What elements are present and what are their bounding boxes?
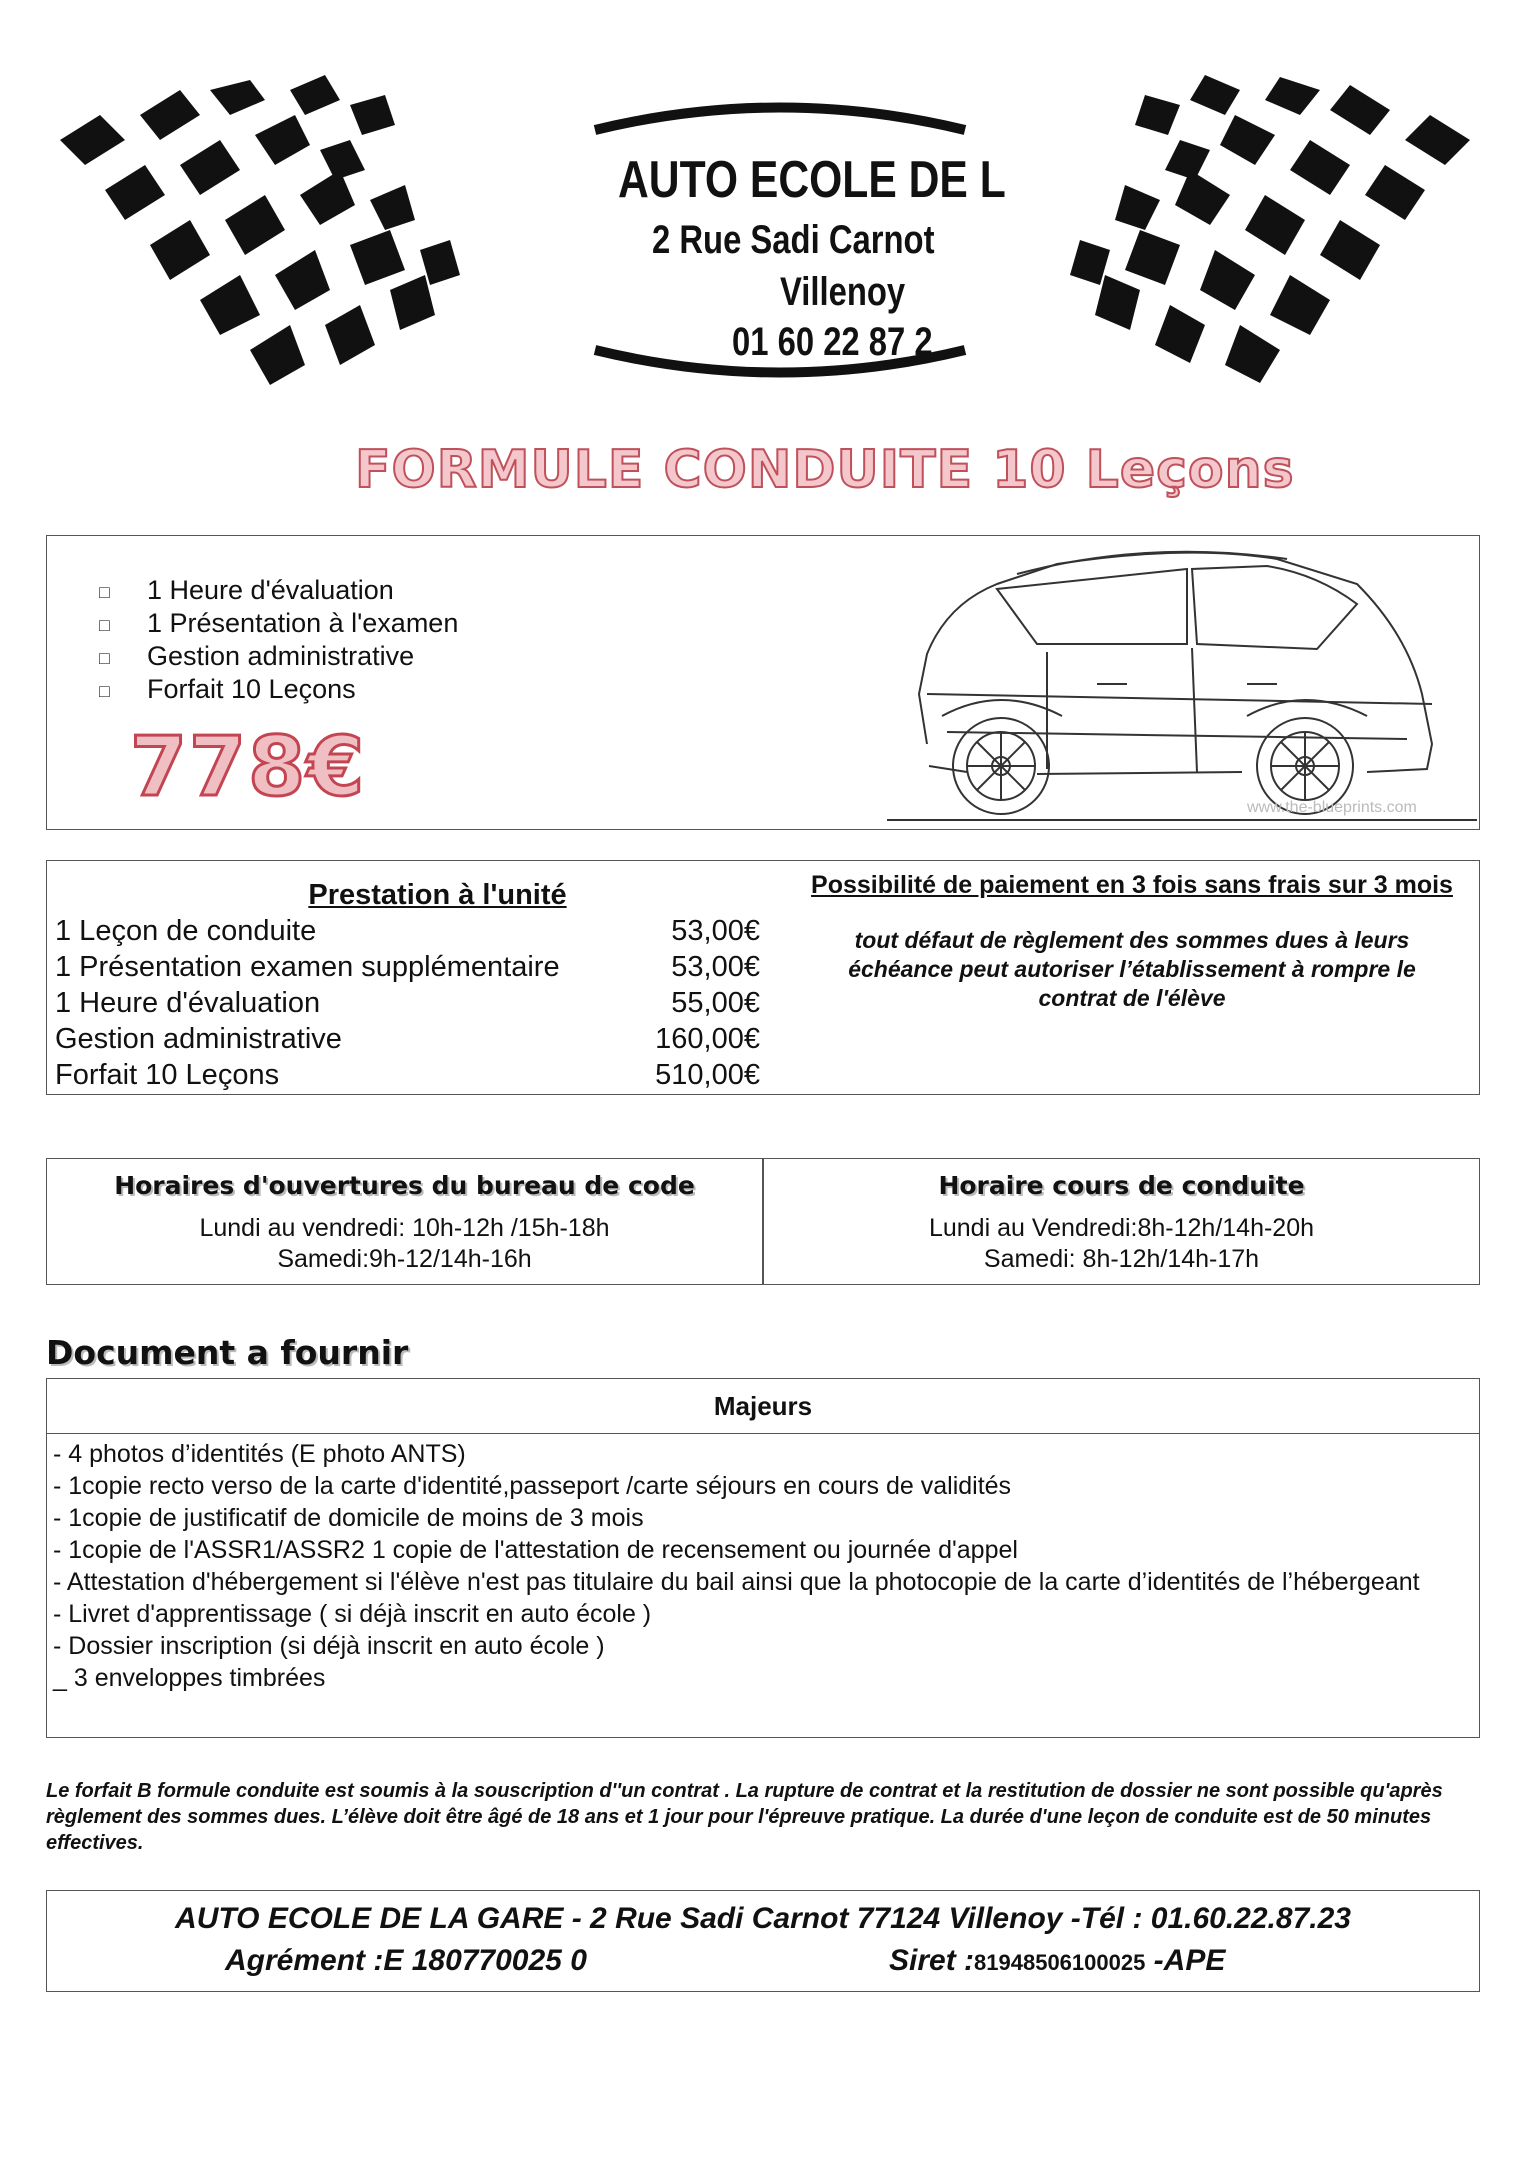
documents-title: Document a fournir: [46, 1333, 409, 1372]
office-hours-line: Lundi au vendredi: 10h-12h /15h-18h: [199, 1214, 610, 1242]
unit-pricing-table: [55, 877, 760, 1093]
row-label: 1 Présentation examen supplémentaire: [55, 951, 560, 983]
list-item: □ Gestion administrative: [47, 640, 458, 673]
list-item: - 1copie de l'ASSR1/ASSR2 1 copie de l'attestation de recensement ou journée d'appel: [53, 1536, 1018, 1564]
list-item: - Livret d'apprentissage ( si déjà inscrit en auto école ): [53, 1600, 652, 1628]
row-label: Gestion administrative: [55, 1023, 342, 1055]
checkered-flag-left-icon: [50, 70, 610, 390]
school-phone: 01 60 22 87 2: [732, 320, 933, 364]
row-price: 510,00€: [655, 1059, 760, 1091]
documents-header: Majeurs: [47, 1379, 1479, 1434]
row-price: 53,00€: [671, 915, 760, 947]
unit-pricing-title: Prestation à l'unité: [308, 879, 567, 911]
footer-line: AUTO ECOLE DE LA GARE - 2 Rue Sadi Carnot 77124 Villenoy -Tél : 01.60.22.87.23: [175, 1902, 1351, 1935]
payment-title: Possibilité de paiement en 3 fois sans frais sur 3 mois: [811, 871, 1453, 899]
header: [0, 0, 1527, 410]
row-price: 55,00€: [671, 987, 760, 1019]
table-row: [55, 1021, 760, 1057]
pricing-box: [46, 860, 1480, 1095]
footer-box: [46, 1890, 1480, 1992]
list-item: □ 1 Heure d'évaluation: [47, 574, 458, 607]
footer-siret: [889, 1941, 1225, 1983]
siret-label: Siret :: [889, 1944, 975, 1977]
list-item: - 1copie recto verso de la carte d'identité,passeport /carte séjours en cours de validités: [53, 1472, 1012, 1500]
page-title: FORMULE CONDUITE 10 Leçons: [355, 440, 1295, 500]
ape-label: -APE: [1153, 1944, 1226, 1977]
office-hours: [47, 1169, 762, 1275]
driving-hours: [764, 1169, 1479, 1275]
driving-hours-title: Horaire cours de conduite: [938, 1171, 1305, 1200]
list-item: □ 1 Présentation à l'examen: [47, 607, 458, 640]
hours-box: [46, 1158, 1480, 1285]
table-row: [55, 1057, 760, 1093]
table-row: [55, 985, 760, 1021]
list-item: □ Forfait 10 Leçons: [47, 673, 458, 706]
table-row: [55, 949, 760, 985]
documents-list: [47, 1434, 1479, 1694]
list-item: - Attestation d'hébergement si l'élève n'est pas titulaire du bail ainsi que la photocopie de la carte d’identités de l’hébergeant: [53, 1568, 1420, 1596]
row-price: 53,00€: [671, 951, 760, 983]
office-hours-line: Samedi:9h-12/14h-16h: [277, 1245, 532, 1273]
payment-note: tout défaut de règlement des sommes dues à leurs échéance peut autoriser l’établissement à rompre le contrat de l'élève: [848, 927, 1416, 1011]
footer-agrement: Agrément :E 180770025 0: [225, 1944, 587, 1977]
office-hours-title: Horaires d'ouvertures du bureau de code: [114, 1171, 695, 1200]
school-address: 2 Rue Sadi Carnot: [652, 218, 935, 262]
list-item: _ 3 enveloppes timbrées: [53, 1664, 326, 1692]
driving-hours-line: Samedi: 8h-12h/14h-17h: [983, 1245, 1260, 1273]
car-illustration: [887, 544, 1477, 828]
row-label: 1 Leçon de conduite: [55, 915, 317, 947]
payment-block: [787, 869, 1477, 1013]
table-row: [55, 913, 760, 949]
row-label: 1 Heure d'évaluation: [55, 987, 321, 1019]
package-list: [47, 574, 458, 706]
row-price: 160,00€: [655, 1023, 760, 1055]
school-name: AUTO ECOLE DE L: [618, 151, 1006, 209]
list-item: - 1copie de justificatif de domicile de moins de 3 mois: [53, 1504, 644, 1532]
list-item: - 4 photos d’identités (E photo ANTS): [53, 1440, 466, 1468]
driving-hours-line: Lundi au Vendredi:8h-12h/14h-20h: [928, 1214, 1315, 1242]
school-city: Villenoy: [780, 270, 906, 314]
disclaimer: Le forfait B formule conduite est soumis à la souscription d''un contrat . La rupture de contrat et la restitution de dossier ne sont possible qu'après règlement des sommes dues. L’élève doit être âgé de 18 ans et 1 jour pour l'épreuve pratique. La durée d'une leçon de conduite est de 50 minutes effectives.: [46, 1780, 1443, 1854]
siret-number: 81948506100025: [974, 1950, 1146, 1975]
package-price: 778€: [130, 720, 367, 815]
car-watermark: www.the-blueprints.com: [1247, 799, 1417, 816]
documents-box: [46, 1378, 1480, 1738]
checkered-flag-right-icon: [960, 65, 1480, 385]
row-label: Forfait 10 Leçons: [55, 1059, 280, 1091]
header-text-clip: [600, 130, 1006, 364]
list-item: - Dossier inscription (si déjà inscrit en auto école ): [53, 1632, 605, 1660]
